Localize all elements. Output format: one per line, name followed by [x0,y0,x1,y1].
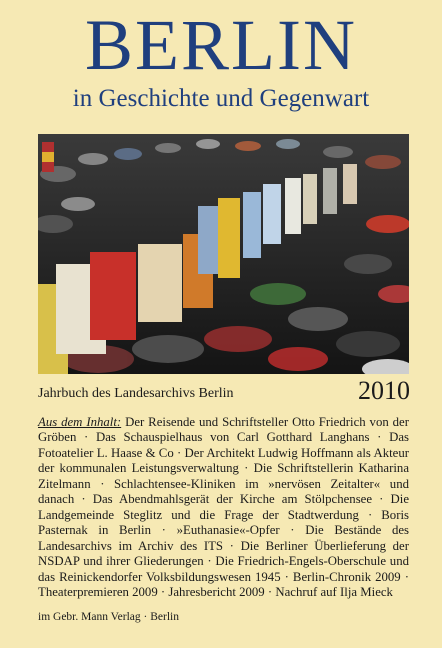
edition-year: 2010 [358,376,410,405]
contents-paragraph [38,415,409,600]
cover-photo [38,134,409,374]
series-title: Jahrbuch des Landesarchivs Berlin [38,386,234,401]
domino-crowd-illustration [38,134,409,374]
publisher-line: im Gebr. Mann Verlag · Berlin [38,611,179,623]
cover-title: BERLIN [85,5,357,85]
cover-subtitle: in Geschichte und Gegenwart [72,85,370,112]
contents-body: Der Reisende und Schriftsteller Otto Friedrich von der Gröben · Das Schauspielhaus von Carl Gotthard Langhans · Das Fotoatelier L. Haase & Co · Der Architekt Ludwig Hoffmann als Akteur der kommunalen Leistungsverwaltung · Die Schriftstellerin Katharina Zitelmann · Schlachtensee-Kliniken im »nervösen Zeitalter« und danach · Das Abendmahlsgerät der Kirche am Stölpchensee · Die Landgemeinde Steglitz und die Frage der Stadtwerdung · Boris Pasternak in Berlin · »Euthanasie«-Opfer · Die Bestände des Landesarchivs im Archiv des ITS · Die Berliner Überlieferung der NSDAP und ihrer Gliederungen · Die Friedrich-Engels-Oberschule und das Reinickendorfer Volksbildungswesen 1945 · Berlin-Chronik 2009 · Theaterpremieren 2009 · Jahresbericht 2009 · Nachruf auf Ilja Mieck [38,415,410,599]
contents-lead: Aus dem Inhalt: [38,415,122,429]
